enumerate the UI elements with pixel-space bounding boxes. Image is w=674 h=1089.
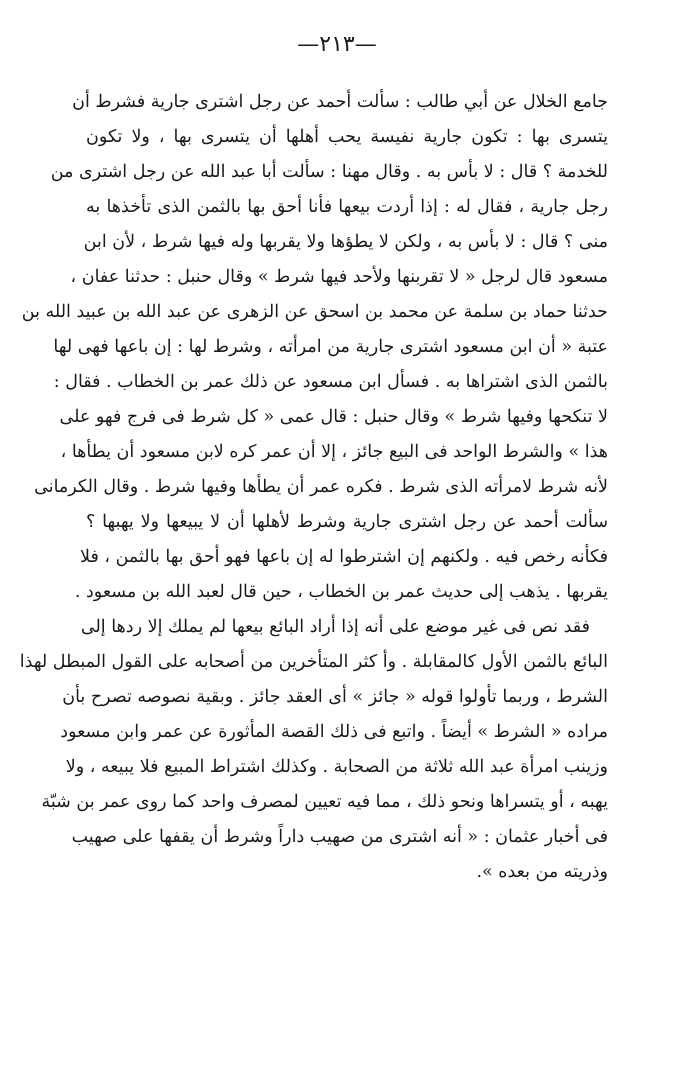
text-line: بالثمن الذى اشتراها به . فسأل ابن مسعود عن ذلك عمر بن الخطاب . فقال : (53, 372, 608, 392)
text-line: لا تنكحها وفيها شرط » وقال حنبل : قال عمى « كل شرط فى فرج فهو على (59, 407, 608, 427)
text-line: هذا » والشرط الواحد فى البيع جائز ، إلا أن عمر كره لابن مسعود أن يطأها ، (60, 442, 608, 462)
text-line: لأنه شرط لامرأته الذى شرط . فكره عمر أن يطأها وفيها شرط . وقال الكرمانى (34, 477, 608, 497)
text-line: البائع بالثمن الأول كالمقابلة . وأ كثر المتأخرين من أصحابه على القول المبطل لهذا (19, 652, 608, 672)
text-line: فقد نص فى غير موضع على أنه إذا أراد البائع بيعها لم يملك إلا ردها إلى (80, 617, 590, 637)
text-line: يقربها . يذهب إلى حديث عمر بن الخطاب ، حين قال لعبد الله بن مسعود . (74, 582, 608, 602)
text-line: وزينب امرأة عبد الله ثلاثة من الصحابة . وكذلك اشتراط المبيع فلا يبيعه ، ولا (65, 757, 608, 777)
text-line: مسعود قال لرجل « لا تقربنها ولأحد فيها شرط » وقال حنبل : حدثنا عفان ، (70, 267, 608, 287)
page-number: —٢١٣— (297, 32, 377, 57)
text-line: للخدمة ؟ قال : لا بأس به . وقال مهنا : سألت أبا عبد الله عن رجل اشترى من (50, 162, 608, 182)
paragraph-2 (19, 610, 608, 890)
text-line: فى أخبار عثمان : « أنه اشترى من صهيب داراً وشرط أن يقفها على صهيب (71, 827, 608, 847)
text-line: يتسرى بها : تكون جارية نفيسة يحب أهلها أن يتسرى بها ، ولا تكون (86, 127, 608, 147)
text-line: مراده « الشرط » أيضاً . واتبع فى ذلك القصة المأثورة عن عمر وابن مسعود (60, 722, 608, 742)
text-line: سألت أحمد عن رجل اشترى جارية وشرط لأهلها أن لا يبيعها ولا يهبها ؟ (86, 512, 608, 532)
text-line: منى ؟ قال : لا بأس به ، ولكن لا يطؤها ولا يقربها وله فيها شرط ، لأن ابن (83, 232, 608, 252)
text-line: حدثنا حماد بن سلمة عن محمد بن اسحق عن الزهرى عن عبد الله بن عبيد الله بن (21, 302, 608, 322)
text-line: عتبة « أن ابن مسعود اشترى جارية من امرأته ، وشرط لها : إن باعها فهى لها (53, 337, 608, 357)
text-line: وذريته من بعده ». (476, 862, 608, 882)
text-line: يهبه ، أو يتسراها ونحو ذلك ، مما فيه تعيين لمصرف واحد كما روى عمر بن شبّة (41, 792, 608, 812)
text-line: جامع الخلال عن أبي طالب : سألت أحمد عن رجل اشترى جارية فشرط أن (72, 92, 608, 112)
text-line: فكأنه رخص فيه . ولكنهم إن اشترطوا له إن باعها فهو أحق بها بالثمن ، فلا (80, 547, 608, 567)
text-line: رجل جارية ، فقال له : إذا أردت بيعها فأنا أحق بها بالثمن الذى تأخذها به (86, 197, 608, 217)
body-text (19, 85, 608, 890)
text-line: الشرط ، وربما تأولوا قوله « جائز » أى العقد جائز . وبقية نصوصه تصرح بأن (62, 687, 608, 707)
paragraph-1 (21, 85, 608, 610)
